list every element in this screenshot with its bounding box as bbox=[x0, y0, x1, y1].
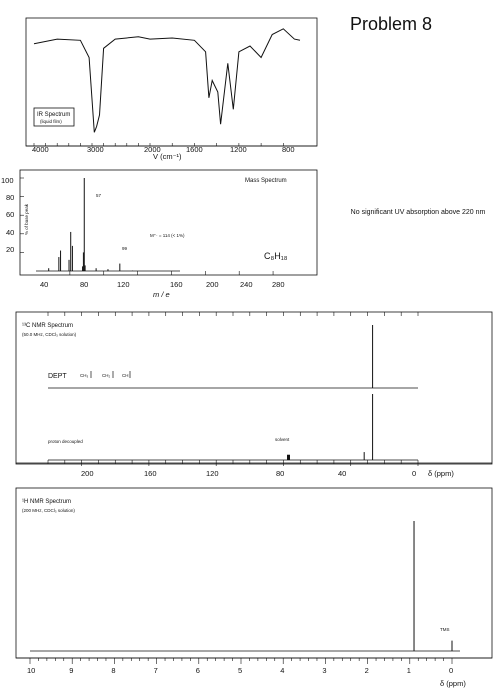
ir-axis-label: V (cm⁻¹) bbox=[153, 152, 182, 161]
dept-ch2-label: CH₂ bbox=[102, 373, 111, 378]
ir-sublabel: (liquid film) bbox=[40, 119, 62, 124]
mass-xtick-200: 200 bbox=[206, 280, 219, 289]
ir-tick-4000: 4000 bbox=[32, 145, 49, 154]
solvent-label: solvent bbox=[275, 437, 290, 442]
dept-ch-label: CH bbox=[122, 373, 129, 378]
c13-tick-120: 120 bbox=[206, 469, 219, 478]
dept-ch3-label: CH₃ bbox=[80, 373, 89, 378]
ir-axis bbox=[26, 143, 317, 146]
mass-y-label: % of base peak bbox=[24, 203, 29, 235]
dept-label: DEPT bbox=[48, 373, 67, 380]
c13-sublabel: (50.0 MHz, CDCl₃ solution) bbox=[22, 332, 77, 337]
mass-xtick-40: 40 bbox=[40, 280, 49, 289]
c13-tick-0: 0 bbox=[412, 469, 417, 478]
ir-label: IR Spectrum bbox=[37, 112, 71, 118]
h1-axis-unit: δ (ppm) bbox=[440, 679, 466, 688]
c13-axes bbox=[16, 312, 492, 466]
c13-tick-200: 200 bbox=[81, 469, 94, 478]
h1-label: ¹H NMR Spectrum bbox=[22, 499, 72, 505]
mass-bars bbox=[49, 178, 133, 271]
h1-tick-6: 6 bbox=[195, 666, 200, 675]
tms-label: TMS bbox=[440, 627, 450, 632]
h1-sublabel: (200 MHz, CDCl₃ solution) bbox=[22, 508, 75, 513]
uv-note: No significant UV absorption above 220 nm bbox=[350, 209, 486, 216]
mass-axis bbox=[20, 178, 273, 275]
proton-decoupled-label: proton decoupled bbox=[48, 439, 83, 444]
h1-axes bbox=[16, 651, 492, 664]
c13-tick-80: 80 bbox=[276, 469, 285, 478]
c13-peaks bbox=[289, 325, 373, 460]
h1-tick-0: 0 bbox=[449, 666, 454, 675]
ir-tick-3000: 3000 bbox=[87, 145, 104, 154]
mass-label: Mass Spectrum bbox=[245, 178, 287, 184]
ir-tick-800: 800 bbox=[282, 145, 295, 154]
mass-ytick-60: 60 bbox=[6, 210, 15, 219]
ir-panel bbox=[26, 18, 317, 161]
mass-xtick-80: 80 bbox=[80, 280, 89, 289]
mass-x-label: m / e bbox=[153, 290, 170, 299]
c13-axis-unit: δ (ppm) bbox=[428, 469, 454, 478]
h1-tick-3: 3 bbox=[322, 666, 327, 675]
h1-panel bbox=[16, 488, 492, 688]
ir-tick-1600: 1600 bbox=[186, 145, 203, 154]
h1-tick-2: 2 bbox=[364, 666, 369, 675]
mass-formula: C₈H₁₈ bbox=[264, 251, 288, 261]
mass-molecular-ion: M⁺· = 114 (< 1%) bbox=[150, 233, 185, 238]
h1-frame bbox=[16, 488, 492, 658]
mass-peak-57-label: 57 bbox=[96, 193, 102, 198]
mass-panel bbox=[1, 170, 317, 299]
h1-tick-5: 5 bbox=[238, 666, 243, 675]
ir-tick-1200: 1200 bbox=[230, 145, 247, 154]
mass-xtick-280: 280 bbox=[272, 280, 285, 289]
h1-tick-4: 4 bbox=[280, 666, 285, 675]
mass-ytick-20: 20 bbox=[6, 245, 15, 254]
ir-tick-2000: 2000 bbox=[144, 145, 161, 154]
h1-tick-9: 9 bbox=[69, 666, 74, 675]
ir-frame bbox=[26, 18, 317, 146]
h1-tick-1: 1 bbox=[406, 666, 411, 675]
h1-tick-7: 7 bbox=[153, 666, 158, 675]
mass-ytick-80: 80 bbox=[6, 193, 15, 202]
c13-tick-40: 40 bbox=[338, 469, 347, 478]
mass-ytick-100: 100 bbox=[1, 176, 14, 185]
h1-tick-10: 10 bbox=[27, 666, 36, 675]
problem-title: Problem 8 bbox=[350, 14, 433, 34]
c13-label: ¹³C NMR Spectrum bbox=[22, 323, 74, 329]
c13-tick-160: 160 bbox=[144, 469, 157, 478]
mass-ytick-40: 40 bbox=[6, 228, 15, 237]
h1-tick-8: 8 bbox=[111, 666, 116, 675]
mass-xtick-160: 160 bbox=[170, 280, 183, 289]
mass-xtick-120: 120 bbox=[117, 280, 130, 289]
c13-panel bbox=[16, 312, 492, 478]
mass-xtick-240: 240 bbox=[240, 280, 253, 289]
h1-tick-labels bbox=[27, 666, 453, 675]
mass-peak-99-label: 99 bbox=[122, 246, 128, 251]
